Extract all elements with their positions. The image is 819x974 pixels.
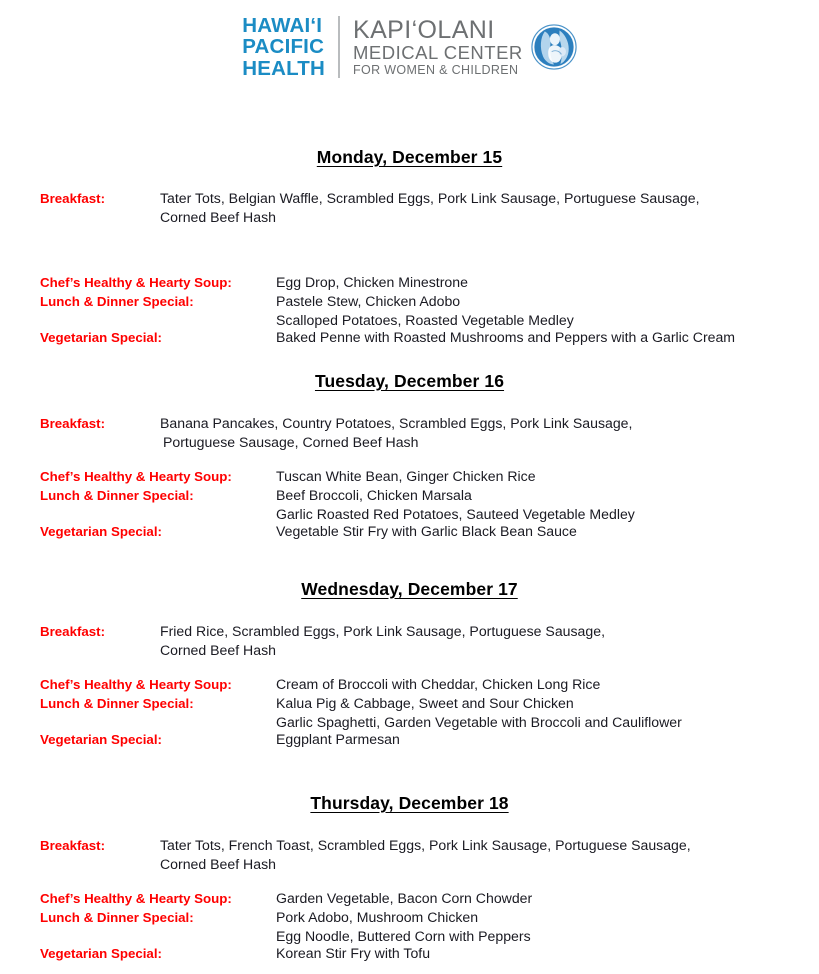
soup-value: Egg Drop, Chicken Minestrone: [276, 273, 468, 290]
breakfast-value-line-2: Corned Beef Hash: [160, 855, 276, 872]
lunch-dinner-row-monday: [0, 292, 819, 312]
hawaii-pacific-health-kapiolani-logo: [242, 14, 577, 80]
soup-value: Garden Vegetable, Bacon Corn Chowder: [276, 889, 533, 906]
kapiolani-for-women-children: FOR WOMEN & CHILDREN: [353, 62, 519, 77]
day-block-thursday: [0, 793, 819, 963]
vegetarian-label: Vegetarian Special:: [40, 523, 162, 539]
breakfast-value-line-2: Portuguese Sausage, Corned Beef Hash: [163, 433, 419, 450]
lunch-dinner-value-line-2: Egg Noodle, Buttered Corn with Peppers: [276, 927, 531, 944]
vegetarian-row-monday: [0, 328, 819, 348]
lunch-dinner-value-line-2: Scalloped Potatoes, Roasted Vegetable Medley: [276, 311, 574, 328]
lunch-dinner-value-line-1: Pastele Stew, Chicken Adobo: [276, 293, 461, 309]
vegetarian-label: Vegetarian Special:: [40, 329, 162, 345]
weekly-menu: [0, 147, 819, 963]
lunch-dinner-value-line-1: Pork Adobo, Mushroom Chicken: [276, 909, 479, 925]
soup-label: Chef’s Healthy & Hearty Soup:: [40, 676, 232, 692]
breakfast-value-line-1: Tater Tots, French Toast, Scrambled Eggs, Pork Link Sausage, Portuguese Sausage,: [160, 837, 691, 853]
day-title-monday: Monday, December 15: [316, 147, 503, 167]
breakfast-value-line-1: Fried Rice, Scrambled Eggs, Pork Link Sausage, Portuguese Sausage,: [160, 623, 605, 639]
breakfast-label: Breakfast:: [40, 624, 106, 639]
vegetarian-value: Eggplant Parmesan: [276, 730, 400, 747]
vegetarian-value: Baked Penne with Roasted Mushrooms and Peppers with a Garlic Cream: [276, 328, 736, 345]
vegetarian-label: Vegetarian Special:: [40, 945, 162, 961]
lunch-dinner-label: Lunch & Dinner Special:: [40, 488, 194, 503]
breakfast-label: Breakfast:: [40, 416, 106, 431]
vegetarian-row-thursday: [0, 944, 819, 964]
soup-label: Chef’s Healthy & Hearty Soup:: [40, 890, 232, 906]
breakfast-row-wednesday-cont: [0, 642, 819, 658]
lunch-dinner-label: Lunch & Dinner Special:: [40, 294, 194, 309]
soup-label: Chef’s Healthy & Hearty Soup:: [40, 274, 232, 290]
kapiolani-seal-icon: [531, 24, 577, 70]
soup-label: Chef’s Healthy & Hearty Soup:: [40, 468, 232, 484]
vegetarian-row-wednesday: [0, 730, 819, 750]
logo-divider: [338, 16, 340, 78]
vegetarian-value: Vegetable Stir Fry with Garlic Black Bean Sauce: [276, 522, 577, 539]
breakfast-row-thursday: [0, 836, 819, 856]
lunch-dinner-row-monday-cont: [0, 312, 819, 328]
lunch-dinner-label: Lunch & Dinner Special:: [40, 910, 194, 925]
lunch-dinner-value-line-2: Garlic Roasted Red Potatoes, Sauteed Vegetable Medley: [276, 505, 635, 522]
soup-value: Cream of Broccoli with Cheddar, Chicken Long Rice: [276, 675, 601, 692]
day-title-thursday: Thursday, December 18: [310, 793, 509, 813]
vegetarian-label: Vegetarian Special:: [40, 731, 162, 747]
breakfast-row-wednesday: [0, 622, 819, 642]
vegetarian-value: Korean Stir Fry with Tofu: [276, 944, 431, 961]
lunch-dinner-value-line-2: Garlic Spaghetti, Garden Vegetable with Broccoli and Cauliflower: [276, 713, 682, 730]
lunch-dinner-row-thursday: [0, 908, 819, 928]
breakfast-label: Breakfast:: [40, 838, 106, 853]
kapiolani-name: KAPI‘OLANI: [353, 15, 495, 44]
breakfast-row-monday: [0, 189, 819, 209]
lunch-dinner-value-line-1: Kalua Pig & Cabbage, Sweet and Sour Chicken: [276, 695, 574, 711]
breakfast-label: Breakfast:: [40, 191, 106, 206]
soup-row-thursday: [0, 889, 819, 909]
soup-row-monday: [0, 273, 819, 293]
day-title-tuesday: Tuesday, December 16: [314, 371, 505, 391]
lunch-dinner-label: Lunch & Dinner Special:: [40, 696, 194, 711]
breakfast-value-line-2: Corned Beef Hash: [160, 208, 276, 225]
vegetarian-row-tuesday: [0, 522, 819, 542]
lunch-dinner-row-tuesday: [0, 486, 819, 506]
breakfast-row-tuesday-cont: [0, 434, 819, 450]
kapiolani-medical-center: MEDICAL CENTER: [353, 41, 523, 63]
hph-line-1: HAWAI‘I: [242, 13, 323, 37]
breakfast-row-tuesday: [0, 414, 819, 434]
kapiolani-medical-center-wordmark: [353, 17, 531, 78]
soup-value: Tuscan White Bean, Ginger Chicken Rice: [276, 467, 536, 484]
lunch-dinner-row-wednesday: [0, 694, 819, 714]
breakfast-value-line-1: Tater Tots, Belgian Waffle, Scrambled Eggs, Pork Link Sausage, Portuguese Sausage,: [160, 190, 700, 206]
hawaii-pacific-health-wordmark: [242, 15, 338, 80]
day-block-wednesday: [0, 579, 819, 749]
lunch-dinner-row-wednesday-cont: [0, 714, 819, 730]
hph-line-3: HEALTH: [242, 56, 326, 80]
lunch-dinner-row-thursday-cont: [0, 928, 819, 944]
lunch-dinner-row-tuesday-cont: [0, 506, 819, 522]
lunch-dinner-value-line-1: Beef Broccoli, Chicken Marsala: [276, 487, 472, 503]
day-title-wednesday: Wednesday, December 17: [301, 579, 518, 599]
page-header: [0, 0, 819, 96]
day-block-monday: [0, 147, 819, 347]
day-block-tuesday: [0, 371, 819, 541]
soup-row-tuesday: [0, 467, 819, 487]
soup-row-wednesday: [0, 675, 819, 695]
breakfast-value-line-2: Corned Beef Hash: [160, 641, 276, 658]
breakfast-row-thursday-cont: [0, 856, 819, 872]
hph-line-2: PACIFIC: [242, 35, 325, 59]
breakfast-row-monday-cont: [0, 209, 819, 225]
breakfast-value-line-1: Banana Pancakes, Country Potatoes, Scrambled Eggs, Pork Link Sausage,: [160, 415, 633, 431]
